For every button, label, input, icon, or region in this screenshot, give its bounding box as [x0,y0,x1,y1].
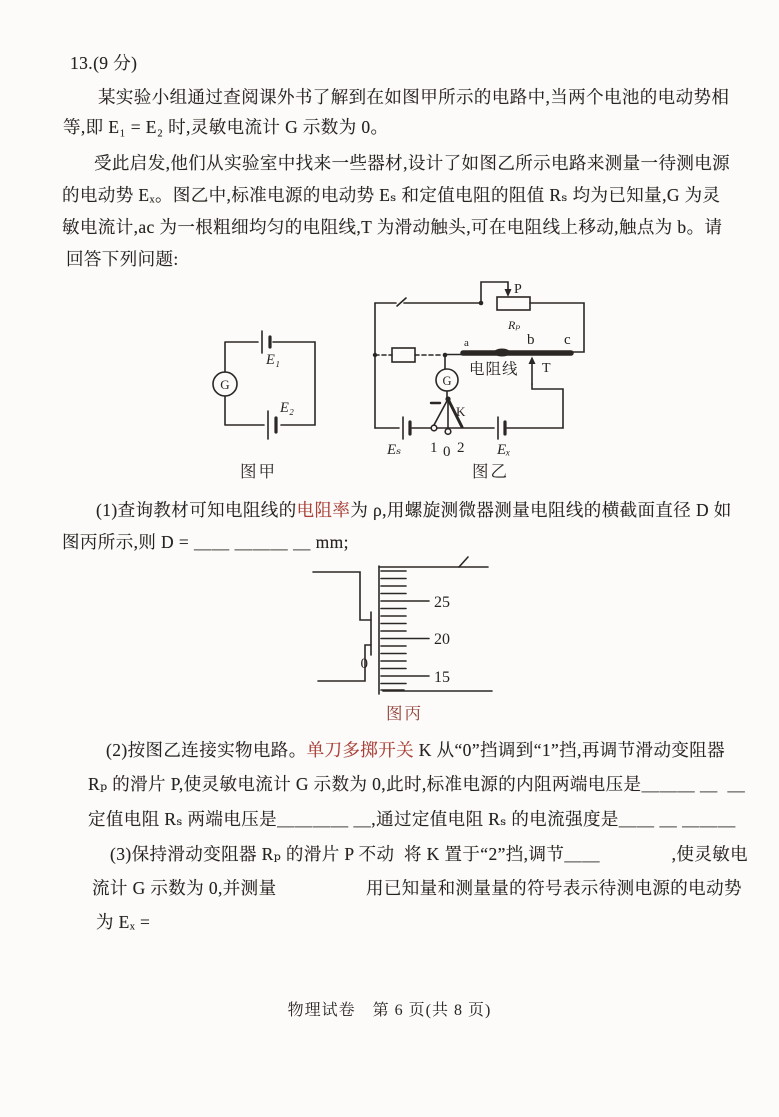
yi-rheostat-box [497,297,530,310]
yi-pos0-label: 0 [443,444,451,460]
yi-rs-box [392,348,415,362]
yi-slider-lead [481,282,508,303]
figure-bing-caption: 图丙 [386,704,423,723]
yi-c-label: c [564,332,571,348]
bing-minor-ticks [381,571,406,690]
yi-pos1-label: 1 [430,440,438,456]
yi-wire-blob [494,349,510,357]
yi-top-wire-slash [397,298,406,306]
figure-jia-circuit [213,331,315,439]
bing-top-slash [459,557,468,567]
question1-line2-blank: 图丙所示,则 D = ＿＿ ＿＿＿ ＿ mm; [62,532,349,552]
jia-e1-label: E₁ [266,352,280,368]
q2-text-red: 单刀多掷开关 [306,740,415,760]
yi-t-arrowhead [529,357,536,365]
jia-galvanometer-label: G [220,377,230,392]
figure-yi-circuit [373,282,584,460]
question3-line3: 为 Eₓ = [96,912,151,932]
yi-contact-1 [431,425,437,431]
bing-tick-15-label: 15 [434,669,450,686]
paragraph2-line3: 敏电流计,ac 为一根粗细均匀的电阻线,T 为滑动触头,可在电阻线上移动,触点为 b。请 [62,217,723,237]
yi-right-wires [530,303,584,352]
bing-frame-top-arm [313,572,371,620]
figure-yi-caption: 图乙 [472,462,509,481]
bing-main-scale-zero: 0 [360,656,368,672]
q1-text-red: 电阻率 [296,500,351,520]
yi-rp-label: Rₚ [508,318,521,332]
bing-tick-25-label: 25 [434,594,450,611]
yi-slider-arrowhead [505,289,512,297]
yi-es-label: Eₛ [387,442,402,458]
yi-b-label: b [527,332,535,348]
page-footer: 物理试卷 第 6 页(共 8 页) [287,1002,492,1019]
yi-contact-0 [445,429,451,435]
q1-text-a: (1)查询教材可知电阻线的 [96,500,297,520]
question2-line2-blank: Rₚ 的滑片 P,使灵敏电流计 G 示数为 0,此时,标准电源的内阻两端电压是＿＿＿ ＿ ＿ [88,774,746,794]
paragraph2-line2: 的电动势 Eₓ。图乙中,标准电源的电动势 Eₛ 和定值电阻的阻值 Rₛ 均为已知量,G 为灵 [62,185,721,205]
yi-wire-name-label: 电阻线 [469,361,519,378]
yi-t-branch-wire [532,384,563,428]
question-number: 13.(9 分) [70,53,138,73]
yi-galvanometer-label: G [442,374,452,388]
question2-line3-blank: 定值电阻 Rₛ 两端电压是＿＿＿＿ ＿,通过定值电阻 Rₛ 的电流强度是＿＿ ＿ ＿＿＿ [88,809,736,829]
figure-bing-micrometer [313,557,492,694]
paragraph1-line2: 等,即 E₁ = E₂ 时,灵敏电流计 G 示数为 0。 [63,117,389,137]
paragraph1-line1: 某实验小组通过查阅课外书了解到在如图甲所示的电路中,当两个电池的电动势相 [98,87,730,107]
yi-t-label: T [542,361,551,376]
jia-e2-label: E₂ [280,400,294,416]
question3-line1-blank: (3)保持滑动变阻器 Rₚ 的滑片 P 不动 将 K 置于“2”挡,调节＿＿ ,使灵敏电 [110,844,749,864]
yi-k-label: K [456,404,466,419]
yi-pos2-label: 2 [457,440,465,456]
question3-line2-blank: 流计 G 示数为 0,并测量 用已知量和测量量的符号表示待测电源的电动势 [92,878,742,898]
yi-a-label: a [464,337,469,349]
yi-ex-label: Eₓ [497,442,511,458]
bing-tick-20-label: 20 [434,631,450,648]
q2-text-a: (2)按图乙连接实物电路。 [106,740,307,760]
paragraph2-line1: 受此启发,他们从实验室中找来一些器材,设计了如图乙所示电路来测量一待测电源 [94,153,731,173]
q2-text-c: K 从“0”挡调到“1”挡,再调节滑动变阻器 [414,740,726,760]
q1-text-c: 为 ρ,用螺旋测微器测量电阻线的横截面直径 D 如 [350,500,732,520]
bing-major-ticks [381,601,429,676]
paragraph2-line4: 回答下列问题: [66,249,179,269]
figure-jia-caption: 图甲 [240,462,277,481]
yi-p-label: P [514,282,522,297]
